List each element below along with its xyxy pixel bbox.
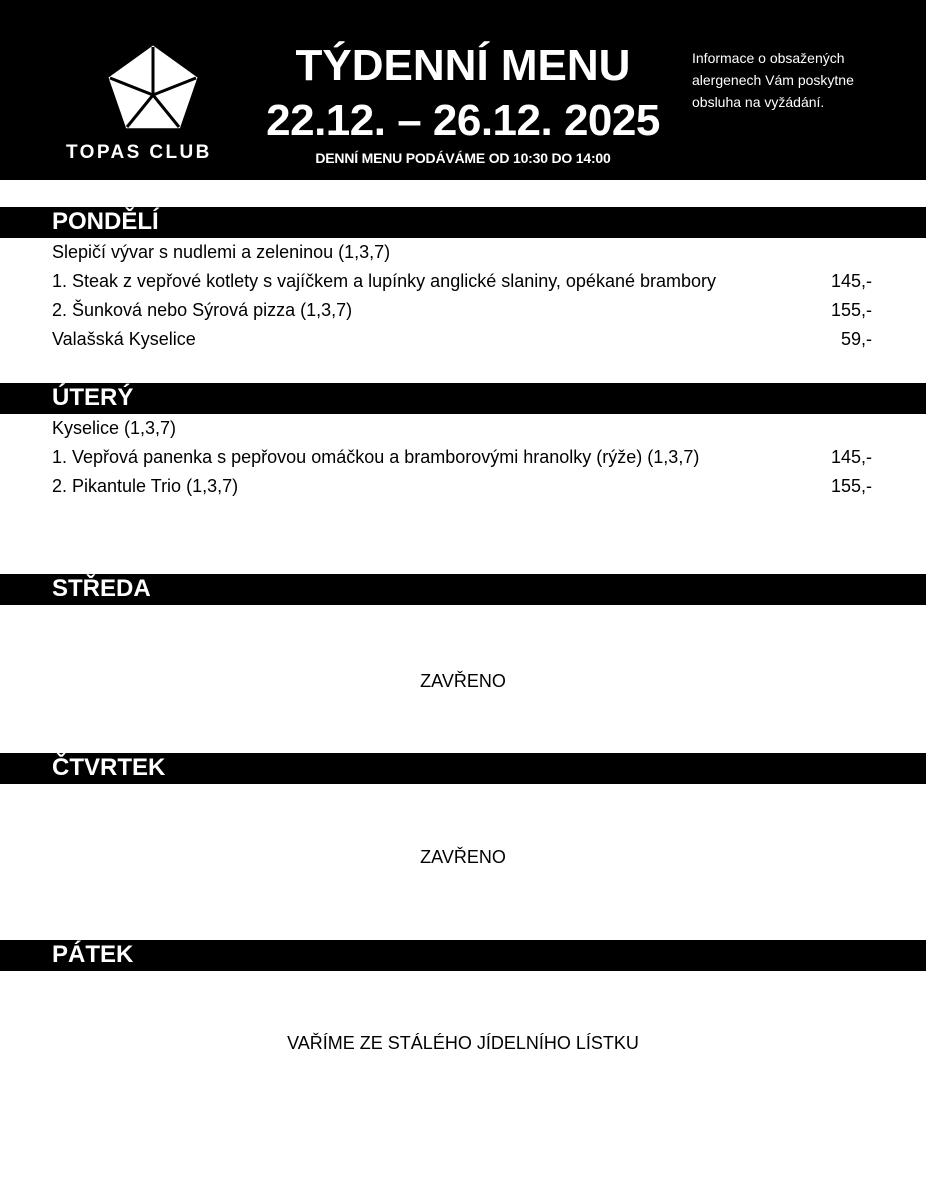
allergen-note xyxy=(692,47,912,113)
brand-name: TOPAS CLUB xyxy=(66,142,212,163)
menu-item-name: 2. Pikantule Trio (1,3,7) xyxy=(52,476,239,496)
menu-item-price: 155,- xyxy=(830,476,872,496)
pentagon-star-logo-icon xyxy=(108,45,198,129)
day-header-friday: PÁTEK xyxy=(0,940,926,971)
soup-name: Kyselice (1,3,7) xyxy=(52,418,177,438)
soup-row xyxy=(52,414,872,443)
allergen-note-line: Informace o obsažených xyxy=(692,50,845,66)
menu-item-name: Valašská Kyselice xyxy=(52,329,196,349)
friday-note: VAŘÍME ZE STÁLÉHO JÍDELNÍHO LÍSTKU xyxy=(287,1033,639,1053)
menu-item-row xyxy=(52,267,872,296)
serving-hours: DENNÍ MENU PODÁVÁME OD 10:30 DO 14:00 xyxy=(315,150,611,166)
menu-item-price: 155,- xyxy=(830,300,872,320)
day-header-wednesday: STŘEDA xyxy=(0,574,926,605)
soup-name: Slepičí vývar s nudlemi a zeleninou (1,3,7) xyxy=(52,242,391,262)
date-range: 22.12. – 26.12. 2025 xyxy=(266,96,660,145)
allergen-note-line: obsluha na vyžádání. xyxy=(692,94,825,110)
menu-item-row xyxy=(52,296,872,325)
menu-item-row xyxy=(52,443,872,472)
menu-item-price: 145,- xyxy=(830,447,872,467)
menu-item-row xyxy=(52,325,872,354)
menu-item-price: 59,- xyxy=(840,329,872,349)
menu-item-row xyxy=(52,472,872,501)
day-header-thursday: ČTVRTEK xyxy=(0,753,926,784)
menu-item-name: 1. Steak z vepřové kotlety s vajíčkem a lupínky anglické slaniny, opékané brambory xyxy=(52,271,716,291)
page-title: TÝDENNÍ MENU xyxy=(295,41,631,90)
day-header-tuesday: ÚTERÝ xyxy=(0,383,926,414)
allergen-note-line: alergenech Vám poskytne xyxy=(692,72,854,88)
menu-header xyxy=(0,0,926,180)
closed-note: ZAVŘENO xyxy=(420,671,506,691)
closed-note: ZAVŘENO xyxy=(420,847,506,867)
menu-item-name: 1. Vepřová panenka s pepřovou omáčkou a bramborovými hranolky (rýže) (1,3,7) xyxy=(52,447,700,467)
menu-item-price: 145,- xyxy=(830,271,872,291)
soup-row xyxy=(52,238,872,267)
day-header-monday: PONDĚLÍ xyxy=(0,207,926,238)
menu-item-name: 2. Šunková nebo Sýrová pizza (1,3,7) xyxy=(52,300,353,320)
